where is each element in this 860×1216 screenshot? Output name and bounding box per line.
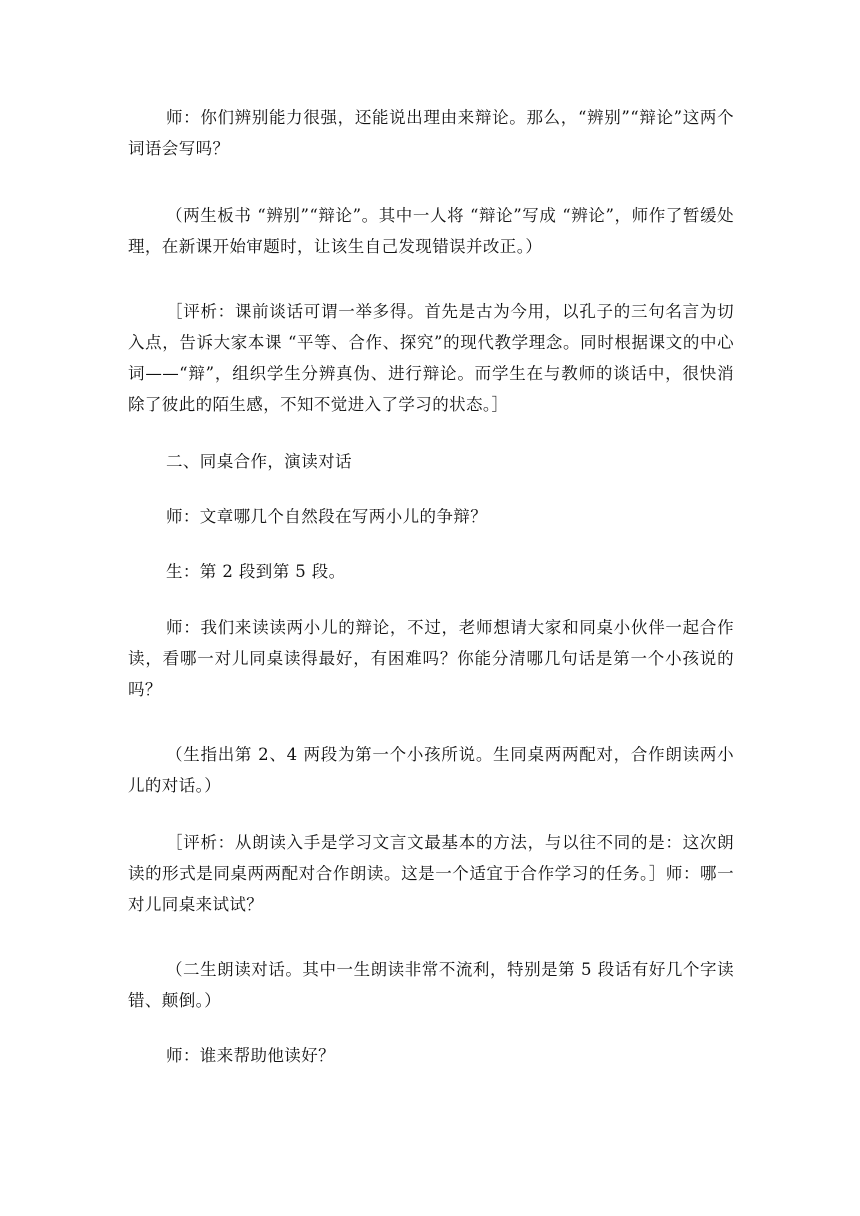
paragraph-board-writing-note: （两生板书 “辨别”“辩论”。其中一人将 “辩论”写成 “辨论”，师作了暂缓处理，在新课开始审题时，让该生自己发现错误并改正。） — [128, 206, 734, 256]
paragraph-commentary-2: ［评析：从朗读入手是学习文言文最基本的方法，与以往不同的是：这次朗读的形式是同桌两两配对合作朗读。这是一个适宜于合作学习的任务。］师：哪一对儿同桌来试试？ — [128, 833, 734, 914]
section-heading-2: 二、同桌合作，演读对话 — [166, 452, 352, 471]
paragraph-teacher-question-3: 师：谁来帮助他读好？ — [166, 1046, 335, 1065]
paragraph-teacher-question-2: 师：文章哪几个自然段在写两小儿的争辩？ — [166, 507, 488, 526]
paragraph-commentary-1: ［评析：课前谈话可谓一举多得。首先是古为今用，以孔子的三句名言为切入点，告诉大家本课 “平等、合作、探究”的现代教学理念。同时根据课文的中心词——“辩”，组织学生分辨真伪、进行辩论。而学生在与教师的谈话中，很快消除了彼此的陌生感，不知不觉进入了学习的状态。］ — [128, 302, 734, 414]
paragraph-teacher-instruction: 师：我们来读读两小儿的辩论，不过，老师想请大家和同桌小伙伴一起合作读，看哪一对儿同桌读得最好，有困难吗？你能分清哪几句话是第一个小孩说的吗？ — [128, 618, 734, 699]
paragraph-student-answer: 生：第 2 段到第 5 段。 — [166, 562, 346, 581]
paragraph-reading-note: （二生朗读对话。其中一生朗读非常不流利，特别是第 5 段话有好几个字读错、颠倒。） — [128, 960, 734, 1010]
paragraph-student-action-note: （生指出第 2、4 两段为第一个小孩所说。生同桌两两配对，合作朗读两小儿的对话。） — [128, 745, 734, 795]
paragraph-teacher-question: 师：你们辨别能力很强，还能说出理由来辩论。那么，“辨别”“辩论”这两个词语会写吗？ — [128, 108, 734, 158]
